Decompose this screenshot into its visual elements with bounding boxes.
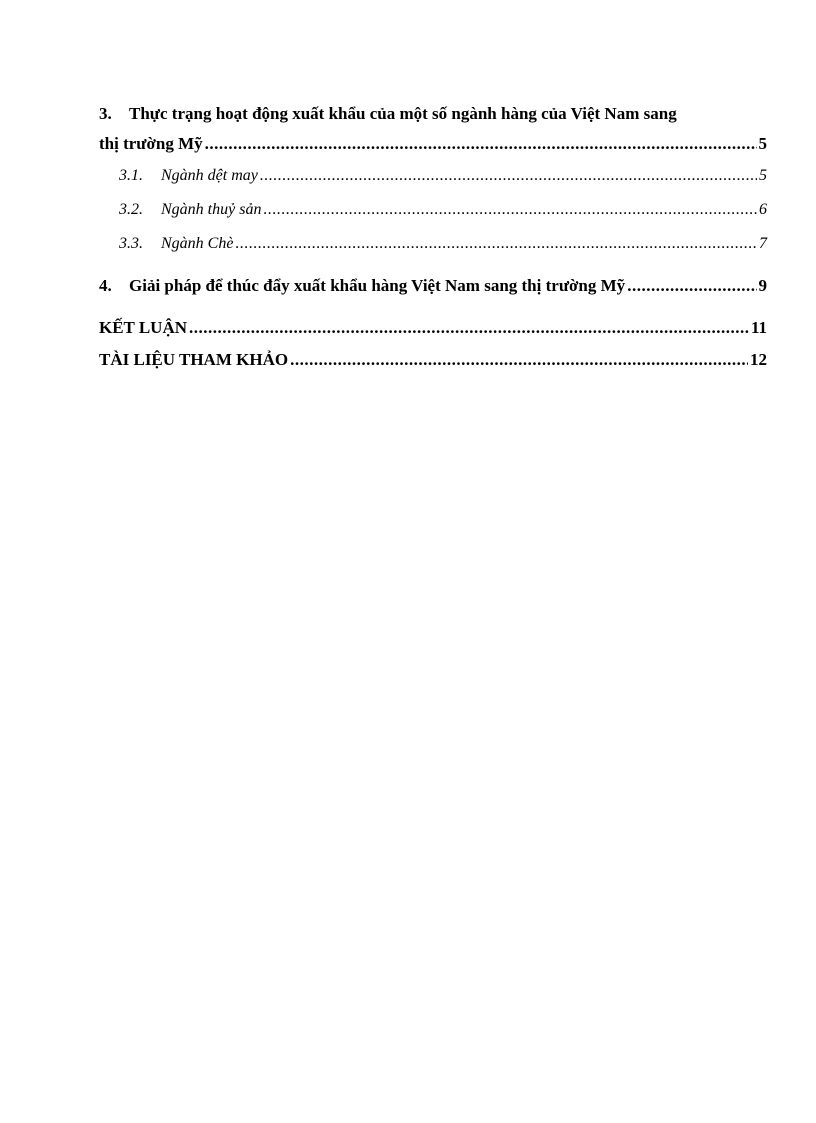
dot-leader bbox=[263, 201, 757, 219]
toc-entry-3-1[interactable] bbox=[99, 167, 767, 185]
toc-entry-title: KẾT LUẬN bbox=[99, 318, 188, 337]
toc-entry-number: 3. bbox=[99, 104, 112, 123]
toc-page-number: 5 bbox=[759, 167, 767, 184]
toc-entry-title-continued: thị trường Mỹ bbox=[99, 134, 203, 153]
toc-entry-title: Ngành Chè bbox=[161, 235, 234, 252]
toc-entry-3-2[interactable] bbox=[99, 201, 767, 219]
toc-entry-number: 3.3. bbox=[119, 235, 143, 252]
toc-entry-conclusion[interactable] bbox=[99, 318, 767, 338]
toc-entry-number: 3.1. bbox=[119, 167, 143, 184]
toc-page-number: 6 bbox=[759, 201, 767, 218]
toc-page-number: 7 bbox=[759, 235, 767, 252]
table-of-contents bbox=[99, 104, 767, 370]
dot-leader bbox=[260, 167, 757, 185]
toc-page-number: 9 bbox=[758, 276, 767, 295]
toc-entry-title: Ngành dệt may bbox=[161, 167, 258, 184]
dot-leader bbox=[627, 276, 756, 296]
toc-page-number: 12 bbox=[750, 350, 767, 369]
toc-entry-title: Giải pháp để thúc đẩy xuất khẩu hàng Việt Nam sang thị trường Mỹ bbox=[129, 276, 626, 295]
dot-leader bbox=[235, 235, 757, 253]
dot-leader bbox=[189, 318, 749, 338]
toc-entry-3-3[interactable] bbox=[99, 235, 767, 253]
toc-entry-3-line2[interactable] bbox=[99, 134, 767, 154]
dot-leader bbox=[205, 134, 757, 154]
toc-page-number: 5 bbox=[758, 134, 767, 153]
toc-entry-4[interactable] bbox=[99, 276, 767, 296]
toc-entry-title: Ngành thuỷ sản bbox=[161, 201, 262, 218]
toc-entry-3-line1[interactable] bbox=[99, 104, 767, 124]
toc-entry-title: TÀI LIỆU THAM KHẢO bbox=[99, 350, 289, 369]
toc-entry-references[interactable] bbox=[99, 350, 767, 370]
toc-entry-number: 3.2. bbox=[119, 201, 143, 218]
toc-page-number: 11 bbox=[750, 318, 767, 337]
toc-entry-number: 4. bbox=[99, 276, 112, 295]
toc-entry-title: Thực trạng hoạt động xuất khẩu của một số ngành hàng của Việt Nam sang bbox=[129, 104, 677, 123]
dot-leader bbox=[290, 350, 748, 370]
